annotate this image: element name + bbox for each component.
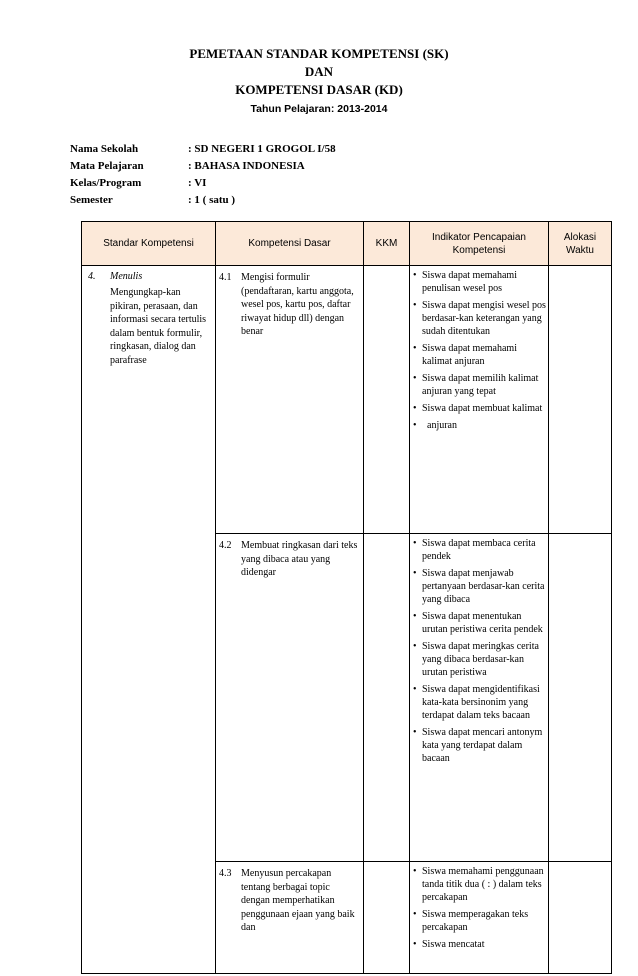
indicator-item: • anjuran — [413, 419, 546, 432]
kd-number: 4.1 — [219, 272, 232, 283]
competency-table — [81, 221, 612, 974]
header-kompetensi-dasar: Kompetensi Dasar — [216, 222, 364, 266]
meta-row-subject — [70, 160, 336, 177]
table-header-row — [82, 222, 612, 266]
header-kkm: KKM — [364, 222, 410, 266]
kkm-cell — [364, 862, 410, 974]
meta-row-semester — [70, 194, 336, 211]
indicator-item: • Siswa dapat memilih kalimat anjuran yang tepat — [413, 372, 546, 398]
document-title-line2: DAN — [304, 64, 334, 79]
indicator-item: • Siswa dapat meringkas cerita yang dibaca berdasar-kan urutan peristiwa — [413, 640, 546, 679]
indicator-item: • Siswa dapat menentukan urutan peristiwa cerita pendek — [413, 610, 546, 636]
meta-label: Mata Pelajaran — [70, 160, 144, 172]
meta-value: : 1 ( satu ) — [188, 194, 236, 206]
meta-value: : BAHASA INDONESIA — [188, 160, 305, 172]
meta-row-class — [70, 177, 336, 194]
school-info — [70, 143, 336, 211]
sk-number: 4. — [88, 271, 96, 282]
kd-cell — [216, 862, 364, 974]
meta-label: Nama Sekolah — [70, 143, 139, 155]
indicator-item: • Siswa dapat menjawab pertanyaan berdasar-kan cerita yang dibaca — [413, 567, 546, 606]
kd-number: 4.2 — [219, 540, 232, 551]
kd-number: 4.3 — [219, 868, 232, 879]
document-title-line3: KOMPETENSI DASAR (KD) — [235, 82, 403, 97]
kd-cell — [216, 534, 364, 862]
indicator-item: • Siswa dapat membuat kalimat — [413, 402, 546, 415]
indicator-item: • Siswa dapat membaca cerita pendek — [413, 537, 546, 563]
sk-cell — [82, 266, 216, 974]
kd-text: Mengisi formulir (pendaftaran, kartu anggota, wesel pos, kartu pos, daftar riwayat hidup dll) dengan benar — [241, 272, 354, 337]
alokasi-cell — [549, 534, 612, 862]
indicator-cell — [410, 266, 549, 534]
kkm-cell — [364, 266, 410, 534]
kd-text: Menyusun percakapan tentang berbagai topic dengan memperhatikan penggunaan ejaan yang baik dan — [241, 868, 355, 933]
alokasi-cell — [549, 862, 612, 974]
meta-label: Kelas/Program — [70, 177, 142, 189]
academic-year: Tahun Pelajaran: 2013-2014 — [250, 103, 388, 115]
indicator-item: • Siswa memahami penggunaan tanda titik dua ( : ) dalam teks percakapan — [413, 865, 546, 904]
header-alokasi-waktu: Alokasi Waktu — [549, 222, 612, 266]
indicator-item: • Siswa dapat mencari antonym kata yang terdapat dalam bacaan — [413, 726, 546, 765]
indicator-item: • Siswa dapat mengisi wesel pos berdasar-kan keterangan yang sudah ditentukan — [413, 299, 546, 338]
kkm-cell — [364, 534, 410, 862]
kd-text: Membuat ringkasan dari teks yang dibaca atau yang didengar — [241, 540, 358, 578]
meta-label: Semester — [70, 194, 113, 206]
sk-title: Menulis — [110, 271, 143, 282]
sk-description: Mengungkap-kan pikiran, perasaan, dan informasi secara tertulis dalam bentuk formulir, ringkasan, dialog dan parafrase — [110, 287, 207, 366]
indicator-item: • Siswa dapat memahami penulisan wesel pos — [413, 269, 546, 295]
indicator-item: • Siswa memperagakan teks percakapan — [413, 908, 546, 934]
meta-value: : VI — [188, 177, 207, 189]
meta-row-school — [70, 143, 336, 160]
alokasi-cell — [549, 266, 612, 534]
meta-value: : SD NEGERI 1 GROGOL I/58 — [188, 143, 336, 155]
indicator-item: • Siswa dapat mengidentifikasi kata-kata bersinonim yang terdapat dalam teks bacaan — [413, 683, 546, 722]
header-standar-kompetensi: Standar Kompetensi — [82, 222, 216, 266]
indicator-cell — [410, 862, 549, 974]
indicator-cell — [410, 534, 549, 862]
document-title-line1: PEMETAAN STANDAR KOMPETENSI (SK) — [189, 46, 449, 61]
header-indikator: Indikator Pencapaian Kompetensi — [410, 222, 549, 266]
indicator-item: • Siswa dapat memahami kalimat anjuran — [413, 342, 546, 368]
indicator-item: • Siswa mencatat — [413, 938, 546, 951]
kd-cell — [216, 266, 364, 534]
table-row — [82, 266, 612, 534]
